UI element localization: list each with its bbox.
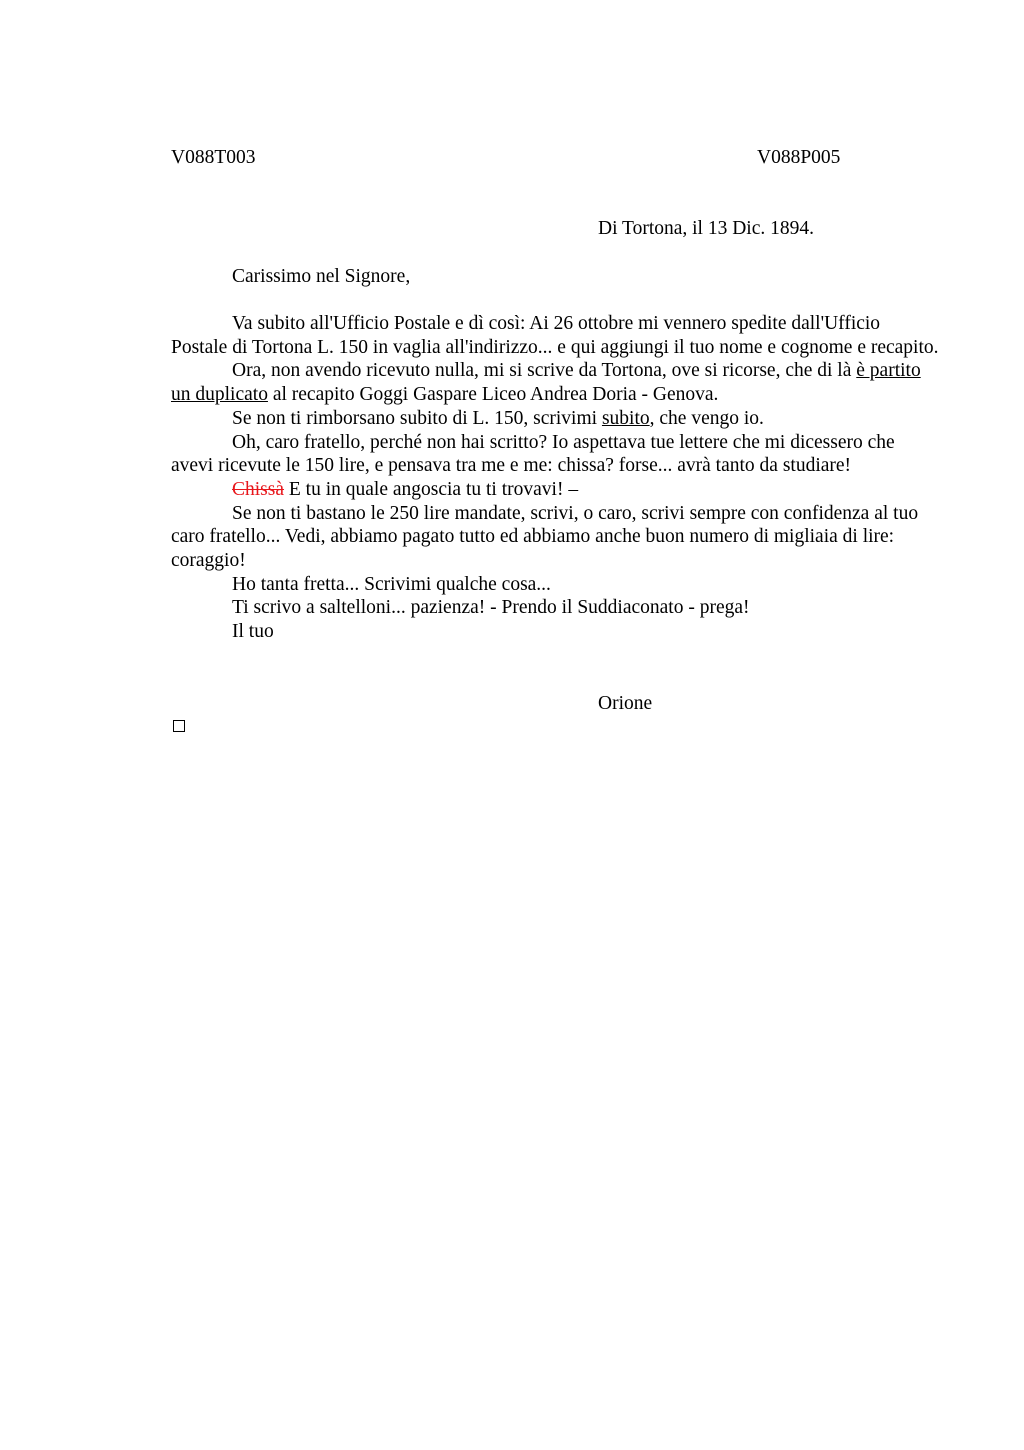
paragraph-3 bbox=[171, 407, 941, 431]
deleted-word: Chissà bbox=[232, 478, 285, 500]
document-code-right: V088P005 bbox=[757, 147, 841, 168]
letter-body bbox=[171, 312, 941, 644]
paragraph-9: Il tuo bbox=[232, 621, 274, 643]
paragraph-5 bbox=[171, 478, 941, 502]
underlined-word: subito bbox=[601, 407, 650, 429]
paragraph-7: Ho tanta fretta... Scrivimi qualche cosa... bbox=[232, 573, 551, 595]
letter-signature: Orione bbox=[598, 693, 653, 714]
letter-date: Di Tortona, il 13 Dic. 1894. bbox=[598, 218, 815, 239]
square-outline-icon bbox=[173, 720, 185, 732]
paragraph-5-text: E tu in quale angoscia tu ti trovavi! – bbox=[284, 478, 579, 500]
paragraph-8: Ti scrivo a saltelloni... pazienza! - Prendo il Suddiaconato - prega! bbox=[232, 597, 750, 619]
paragraph-2 bbox=[171, 359, 941, 406]
underlined-phrase: è partito un duplicato bbox=[171, 360, 921, 406]
paragraph-4: Oh, caro fratello, perché non hai scritto? Io aspettava tue lettere che mi dicessero che avevi ricevute le 150 lire, e pensava tra me e me: chissa? forse... avrà tanto da studiare! bbox=[171, 431, 895, 477]
paragraph-1: Va subito all'Ufficio Postale e dì così: Ai 26 ottobre mi vennero spedite dall'Ufficio Postale di Tortona L. 150 in vaglia all'indirizzo... e qui aggiungi il tuo nome e cognome e recapito. bbox=[171, 313, 939, 358]
letter-salutation: Carissimo nel Signore, bbox=[232, 266, 411, 287]
paragraph-2-text-b: al recapito Goggi Gaspare Liceo Andrea Doria - Genova. bbox=[267, 384, 719, 406]
paragraph-3-text-b: , che vengo io. bbox=[649, 407, 764, 429]
paragraph-6: Se non ti bastano le 250 lire mandate, scrivi, o caro, scrivi sempre con confidenza al tuo caro fratello... Vedi, abbiamo pagato tutto ed abbiamo anche buon numero di migliaia di lire: coraggio! bbox=[171, 502, 919, 572]
paragraph-2-text-a: Ora, non avendo ricevuto nulla, mi si scrive da Tortona, ove si ricorse, che di là bbox=[232, 360, 857, 382]
document-code-left: V088T003 bbox=[171, 147, 256, 168]
paragraph-3-text-a: Se non ti rimborsano subito di L. 150, scrivimi bbox=[232, 407, 602, 429]
